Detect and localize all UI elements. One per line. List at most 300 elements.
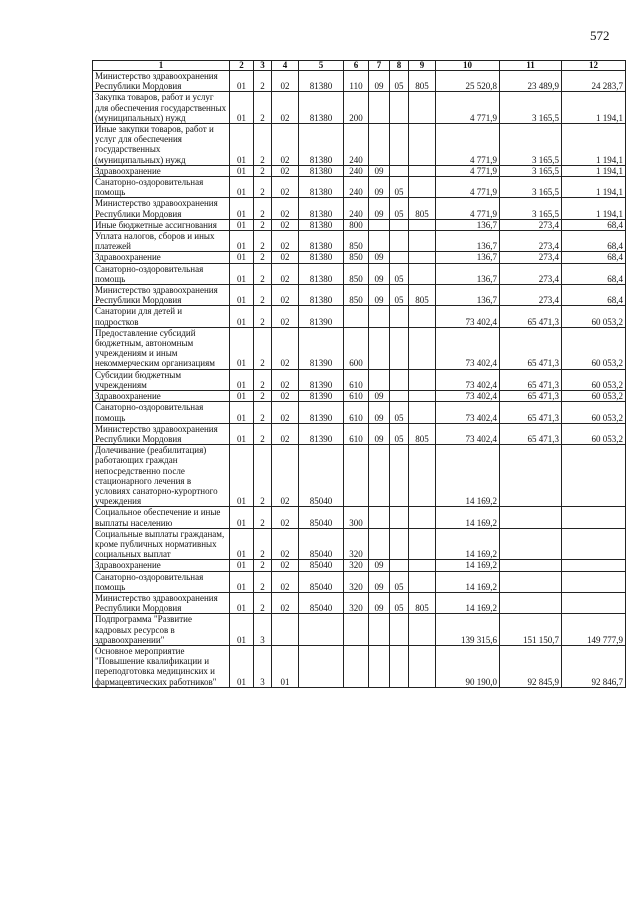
amount-year-1-cell: 14 169,2 <box>436 507 500 528</box>
column-header: 1 <box>93 61 230 71</box>
code-direction-cell: 85040 <box>299 560 344 571</box>
code-subsection-cell <box>390 391 409 402</box>
code-program-cell: 01 <box>230 124 254 166</box>
code-direction-cell: 81390 <box>299 391 344 402</box>
amount-year-1-cell: 73 402,4 <box>436 391 500 402</box>
amount-year-3-cell: 1 194,1 <box>562 165 626 176</box>
code-expense-type-cell: 850 <box>344 263 369 284</box>
item-name-cell: Основное мероприятие "Повышение квалификации и переподготовка медицинских и фармацевтических работников" <box>93 645 230 687</box>
code-program-cell: 01 <box>230 571 254 592</box>
code-ministry-cell <box>409 560 436 571</box>
amount-year-2-cell: 3 165,5 <box>500 92 562 124</box>
column-header: 8 <box>390 61 409 71</box>
code-ministry-cell: 805 <box>409 198 436 219</box>
table-body <box>93 71 626 688</box>
amount-year-2-cell <box>500 560 562 571</box>
amount-year-2-cell: 65 471,3 <box>500 402 562 423</box>
amount-year-2-cell <box>500 507 562 528</box>
table-row <box>93 445 626 507</box>
amount-year-3-cell: 1 194,1 <box>562 124 626 166</box>
code-section-cell <box>369 645 390 687</box>
column-header: 6 <box>344 61 369 71</box>
column-header: 11 <box>500 61 562 71</box>
amount-year-1-cell: 136,7 <box>436 231 500 252</box>
code-subprogram-cell: 2 <box>254 165 272 176</box>
column-header: 7 <box>369 61 390 71</box>
code-subprogram-cell: 2 <box>254 560 272 571</box>
code-ministry-cell <box>409 165 436 176</box>
code-subprogram-cell: 2 <box>254 92 272 124</box>
item-name-cell: Закупка товаров, работ и услуг для обеспечения государственных (муниципальных) нужд <box>93 92 230 124</box>
code-direction-cell: 81380 <box>299 263 344 284</box>
code-program-cell: 01 <box>230 71 254 92</box>
code-section-cell: 09 <box>369 165 390 176</box>
code-event-cell: 02 <box>272 327 299 369</box>
code-section-cell <box>369 219 390 230</box>
amount-year-3-cell <box>562 571 626 592</box>
amount-year-3-cell: 68,4 <box>562 219 626 230</box>
code-subsection-cell <box>390 306 409 327</box>
code-subprogram-cell: 2 <box>254 219 272 230</box>
code-section-cell <box>369 614 390 646</box>
amount-year-3-cell: 68,4 <box>562 263 626 284</box>
item-name-cell: Социальные выплаты гражданам, кроме публичных нормативных социальных выплат <box>93 528 230 560</box>
code-section-cell <box>369 369 390 390</box>
code-direction-cell: 85040 <box>299 571 344 592</box>
amount-year-2-cell: 65 471,3 <box>500 423 562 444</box>
amount-year-2-cell: 65 471,3 <box>500 391 562 402</box>
code-event-cell: 02 <box>272 124 299 166</box>
item-name-cell: Министерство здравоохранения Республики Мордовия <box>93 71 230 92</box>
code-direction-cell: 85040 <box>299 592 344 613</box>
code-subprogram-cell: 2 <box>254 198 272 219</box>
code-ministry-cell <box>409 507 436 528</box>
code-event-cell: 02 <box>272 391 299 402</box>
amount-year-3-cell: 60 053,2 <box>562 369 626 390</box>
code-subprogram-cell: 2 <box>254 402 272 423</box>
code-program-cell: 01 <box>230 528 254 560</box>
code-subprogram-cell: 2 <box>254 327 272 369</box>
amount-year-3-cell <box>562 592 626 613</box>
item-name-cell: Министерство здравоохранения Республики Мордовия <box>93 592 230 613</box>
code-ministry-cell: 805 <box>409 592 436 613</box>
table-row <box>93 198 626 219</box>
code-subprogram-cell: 2 <box>254 306 272 327</box>
amount-year-2-cell: 273,4 <box>500 252 562 263</box>
amount-year-2-cell: 273,4 <box>500 263 562 284</box>
item-name-cell: Предоставление субсидий бюджетным, автономным учреждениям и иным некоммерческим организациям <box>93 327 230 369</box>
table-row <box>93 571 626 592</box>
column-header: 4 <box>272 61 299 71</box>
code-program-cell: 01 <box>230 445 254 507</box>
code-subsection-cell <box>390 252 409 263</box>
item-name-cell: Санатории для детей и подростков <box>93 306 230 327</box>
amount-year-3-cell: 68,4 <box>562 231 626 252</box>
code-subsection-cell <box>390 369 409 390</box>
item-name-cell: Санаторно-оздоровительная помощь <box>93 571 230 592</box>
amount-year-1-cell: 4 771,9 <box>436 198 500 219</box>
item-name-cell: Долечивание (реабилитация) работающих граждан непосредственно после стационарного лечения в условиях санаторно-курортного учреждения <box>93 445 230 507</box>
code-section-cell <box>369 231 390 252</box>
code-subprogram-cell: 2 <box>254 507 272 528</box>
code-event-cell: 02 <box>272 528 299 560</box>
code-expense-type-cell: 240 <box>344 124 369 166</box>
code-ministry-cell <box>409 445 436 507</box>
code-ministry-cell <box>409 528 436 560</box>
code-subprogram-cell: 2 <box>254 592 272 613</box>
code-expense-type-cell: 300 <box>344 507 369 528</box>
table-row <box>93 369 626 390</box>
code-subsection-cell <box>390 231 409 252</box>
code-event-cell: 02 <box>272 252 299 263</box>
code-subsection-cell <box>390 124 409 166</box>
table-row <box>93 423 626 444</box>
code-direction-cell <box>299 645 344 687</box>
code-direction-cell: 81380 <box>299 219 344 230</box>
amount-year-1-cell: 14 169,2 <box>436 571 500 592</box>
code-direction-cell: 85040 <box>299 445 344 507</box>
code-section-cell <box>369 124 390 166</box>
code-section-cell: 09 <box>369 263 390 284</box>
code-ministry-cell: 805 <box>409 423 436 444</box>
amount-year-1-cell: 136,7 <box>436 263 500 284</box>
code-direction-cell: 81380 <box>299 92 344 124</box>
code-program-cell: 01 <box>230 369 254 390</box>
code-section-cell: 09 <box>369 391 390 402</box>
amount-year-1-cell: 139 315,6 <box>436 614 500 646</box>
table-row <box>93 92 626 124</box>
amount-year-1-cell: 14 169,2 <box>436 560 500 571</box>
code-subsection-cell: 05 <box>390 402 409 423</box>
amount-year-3-cell: 149 777,9 <box>562 614 626 646</box>
amount-year-1-cell: 90 190,0 <box>436 645 500 687</box>
amount-year-1-cell: 25 520,8 <box>436 71 500 92</box>
item-name-cell: Здравоохранение <box>93 165 230 176</box>
amount-year-2-cell: 273,4 <box>500 285 562 306</box>
amount-year-2-cell: 92 845,9 <box>500 645 562 687</box>
code-subprogram-cell: 2 <box>254 571 272 592</box>
code-ministry-cell <box>409 124 436 166</box>
code-expense-type-cell: 320 <box>344 571 369 592</box>
column-header: 12 <box>562 61 626 71</box>
code-subsection-cell <box>390 507 409 528</box>
item-name-cell: Санаторно-оздоровительная помощь <box>93 263 230 284</box>
code-section-cell <box>369 92 390 124</box>
code-direction-cell: 81380 <box>299 177 344 198</box>
code-ministry-cell <box>409 252 436 263</box>
amount-year-2-cell: 65 471,3 <box>500 327 562 369</box>
item-name-cell: Министерство здравоохранения Республики Мордовия <box>93 423 230 444</box>
code-event-cell: 02 <box>272 571 299 592</box>
code-ministry-cell <box>409 369 436 390</box>
code-program-cell: 01 <box>230 423 254 444</box>
code-program-cell: 01 <box>230 560 254 571</box>
code-section-cell: 09 <box>369 560 390 571</box>
code-expense-type-cell: 600 <box>344 327 369 369</box>
table-row <box>93 285 626 306</box>
code-section-cell <box>369 507 390 528</box>
amount-year-2-cell <box>500 445 562 507</box>
code-ministry-cell <box>409 645 436 687</box>
code-ministry-cell: 805 <box>409 71 436 92</box>
code-section-cell <box>369 306 390 327</box>
code-ministry-cell: 805 <box>409 285 436 306</box>
code-expense-type-cell: 320 <box>344 592 369 613</box>
code-section-cell <box>369 327 390 369</box>
amount-year-3-cell <box>562 445 626 507</box>
code-ministry-cell <box>409 177 436 198</box>
table-row <box>93 391 626 402</box>
code-event-cell: 02 <box>272 263 299 284</box>
amount-year-1-cell: 14 169,2 <box>436 445 500 507</box>
code-expense-type-cell: 240 <box>344 198 369 219</box>
amount-year-2-cell: 3 165,5 <box>500 198 562 219</box>
table-row <box>93 263 626 284</box>
code-event-cell: 02 <box>272 92 299 124</box>
code-program-cell: 01 <box>230 391 254 402</box>
amount-year-2-cell: 3 165,5 <box>500 177 562 198</box>
item-name-cell: Санаторно-оздоровительная помощь <box>93 402 230 423</box>
amount-year-3-cell: 68,4 <box>562 252 626 263</box>
code-subprogram-cell: 2 <box>254 285 272 306</box>
code-direction-cell: 85040 <box>299 507 344 528</box>
code-program-cell: 01 <box>230 252 254 263</box>
code-section-cell: 09 <box>369 285 390 306</box>
item-name-cell: Здравоохранение <box>93 560 230 571</box>
code-ministry-cell <box>409 231 436 252</box>
code-subprogram-cell: 3 <box>254 614 272 646</box>
column-header: 9 <box>409 61 436 71</box>
code-expense-type-cell: 320 <box>344 560 369 571</box>
table-row <box>93 306 626 327</box>
amount-year-3-cell: 60 053,2 <box>562 327 626 369</box>
code-expense-type-cell: 110 <box>344 71 369 92</box>
code-subprogram-cell: 2 <box>254 252 272 263</box>
code-program-cell: 01 <box>230 219 254 230</box>
code-ministry-cell <box>409 263 436 284</box>
table-row <box>93 71 626 92</box>
code-event-cell: 02 <box>272 507 299 528</box>
amount-year-1-cell: 4 771,9 <box>436 165 500 176</box>
table-row <box>93 231 626 252</box>
code-event-cell: 02 <box>272 306 299 327</box>
code-subprogram-cell: 3 <box>254 645 272 687</box>
amount-year-3-cell: 24 283,7 <box>562 71 626 92</box>
code-expense-type-cell: 320 <box>344 528 369 560</box>
code-direction-cell: 81380 <box>299 252 344 263</box>
item-name-cell: Иные бюджетные ассигнования <box>93 219 230 230</box>
code-program-cell: 01 <box>230 592 254 613</box>
code-subsection-cell: 05 <box>390 198 409 219</box>
code-subsection-cell <box>390 614 409 646</box>
code-ministry-cell <box>409 306 436 327</box>
code-program-cell: 01 <box>230 327 254 369</box>
code-direction-cell: 81390 <box>299 306 344 327</box>
code-subsection-cell <box>390 445 409 507</box>
code-section-cell: 09 <box>369 177 390 198</box>
code-event-cell: 02 <box>272 445 299 507</box>
item-name-cell: Здравоохранение <box>93 252 230 263</box>
page-number: 572 <box>590 28 610 43</box>
code-subsection-cell: 05 <box>390 177 409 198</box>
amount-year-2-cell: 65 471,3 <box>500 306 562 327</box>
code-subprogram-cell: 2 <box>254 263 272 284</box>
code-subsection-cell <box>390 327 409 369</box>
code-direction-cell: 81380 <box>299 231 344 252</box>
amount-year-3-cell: 60 053,2 <box>562 391 626 402</box>
amount-year-1-cell: 14 169,2 <box>436 592 500 613</box>
code-subprogram-cell: 2 <box>254 528 272 560</box>
code-program-cell: 01 <box>230 402 254 423</box>
code-expense-type-cell: 850 <box>344 285 369 306</box>
code-direction-cell: 81380 <box>299 285 344 306</box>
code-direction-cell: 81380 <box>299 124 344 166</box>
code-event-cell: 01 <box>272 645 299 687</box>
amount-year-3-cell: 1 194,1 <box>562 92 626 124</box>
table-row <box>93 402 626 423</box>
amount-year-2-cell: 65 471,3 <box>500 369 562 390</box>
code-program-cell: 01 <box>230 92 254 124</box>
code-event-cell: 02 <box>272 165 299 176</box>
code-ministry-cell <box>409 92 436 124</box>
amount-year-1-cell: 136,7 <box>436 285 500 306</box>
code-event-cell: 02 <box>272 423 299 444</box>
amount-year-1-cell: 4 771,9 <box>436 177 500 198</box>
code-direction-cell: 85040 <box>299 528 344 560</box>
amount-year-3-cell <box>562 560 626 571</box>
code-expense-type-cell <box>344 445 369 507</box>
code-ministry-cell <box>409 219 436 230</box>
table-row <box>93 528 626 560</box>
code-expense-type-cell: 850 <box>344 231 369 252</box>
amount-year-3-cell: 60 053,2 <box>562 306 626 327</box>
amount-year-3-cell: 92 846,7 <box>562 645 626 687</box>
code-expense-type-cell: 850 <box>344 252 369 263</box>
code-ministry-cell <box>409 391 436 402</box>
amount-year-3-cell <box>562 507 626 528</box>
table-row <box>93 645 626 687</box>
table-row <box>93 165 626 176</box>
amount-year-1-cell: 4 771,9 <box>436 92 500 124</box>
code-program-cell: 01 <box>230 645 254 687</box>
code-expense-type-cell: 240 <box>344 165 369 176</box>
amount-year-1-cell: 136,7 <box>436 219 500 230</box>
code-section-cell: 09 <box>369 592 390 613</box>
amount-year-2-cell: 23 489,9 <box>500 71 562 92</box>
column-header: 10 <box>436 61 500 71</box>
amount-year-3-cell: 68,4 <box>562 285 626 306</box>
amount-year-2-cell: 273,4 <box>500 219 562 230</box>
code-direction-cell: 81390 <box>299 402 344 423</box>
code-subprogram-cell: 2 <box>254 369 272 390</box>
budget-table <box>92 60 626 688</box>
code-subsection-cell <box>390 560 409 571</box>
item-name-cell: Иные закупки товаров, работ и услуг для обеспечения государственных (муниципальных) нужд <box>93 124 230 166</box>
table-row <box>93 327 626 369</box>
code-section-cell: 09 <box>369 198 390 219</box>
table-row <box>93 614 626 646</box>
amount-year-1-cell: 4 771,9 <box>436 124 500 166</box>
table-row <box>93 124 626 166</box>
code-program-cell: 01 <box>230 285 254 306</box>
amount-year-3-cell: 60 053,2 <box>562 423 626 444</box>
code-program-cell: 01 <box>230 306 254 327</box>
amount-year-2-cell: 3 165,5 <box>500 165 562 176</box>
code-subsection-cell <box>390 92 409 124</box>
code-expense-type-cell: 800 <box>344 219 369 230</box>
code-subsection-cell: 05 <box>390 263 409 284</box>
code-subsection-cell: 05 <box>390 71 409 92</box>
amount-year-3-cell: 1 194,1 <box>562 198 626 219</box>
code-program-cell: 01 <box>230 507 254 528</box>
code-expense-type-cell: 610 <box>344 423 369 444</box>
code-subsection-cell <box>390 645 409 687</box>
code-section-cell: 09 <box>369 252 390 263</box>
amount-year-2-cell <box>500 592 562 613</box>
item-name-cell: Санаторно-оздоровительная помощь <box>93 177 230 198</box>
code-expense-type-cell <box>344 306 369 327</box>
column-header: 5 <box>299 61 344 71</box>
code-subsection-cell: 05 <box>390 423 409 444</box>
code-program-cell: 01 <box>230 231 254 252</box>
code-program-cell: 01 <box>230 198 254 219</box>
item-name-cell: Уплата налогов, сборов и иных платежей <box>93 231 230 252</box>
code-ministry-cell <box>409 614 436 646</box>
code-program-cell: 01 <box>230 263 254 284</box>
amount-year-2-cell: 273,4 <box>500 231 562 252</box>
code-direction-cell <box>299 614 344 646</box>
code-event-cell: 02 <box>272 592 299 613</box>
amount-year-1-cell: 73 402,4 <box>436 369 500 390</box>
code-event-cell: 02 <box>272 219 299 230</box>
code-program-cell: 01 <box>230 614 254 646</box>
code-expense-type-cell: 240 <box>344 177 369 198</box>
code-expense-type-cell: 610 <box>344 402 369 423</box>
item-name-cell: Министерство здравоохранения Республики Мордовия <box>93 285 230 306</box>
amount-year-1-cell: 14 169,2 <box>436 528 500 560</box>
code-subsection-cell <box>390 219 409 230</box>
code-subprogram-cell: 2 <box>254 124 272 166</box>
item-name-cell: Социальное обеспечение и иные выплаты населению <box>93 507 230 528</box>
code-subprogram-cell: 2 <box>254 71 272 92</box>
code-direction-cell: 81380 <box>299 198 344 219</box>
code-subprogram-cell: 2 <box>254 391 272 402</box>
code-ministry-cell <box>409 571 436 592</box>
item-name-cell: Здравоохранение <box>93 391 230 402</box>
code-event-cell: 02 <box>272 402 299 423</box>
amount-year-2-cell: 151 150,7 <box>500 614 562 646</box>
code-expense-type-cell: 610 <box>344 369 369 390</box>
code-event-cell: 02 <box>272 560 299 571</box>
amount-year-1-cell: 73 402,4 <box>436 402 500 423</box>
table-row <box>93 177 626 198</box>
code-event-cell: 02 <box>272 231 299 252</box>
code-direction-cell: 81390 <box>299 369 344 390</box>
code-event-cell <box>272 614 299 646</box>
code-program-cell: 01 <box>230 165 254 176</box>
table-row <box>93 219 626 230</box>
column-header: 2 <box>230 61 254 71</box>
code-section-cell: 09 <box>369 402 390 423</box>
code-section-cell: 09 <box>369 571 390 592</box>
code-ministry-cell <box>409 402 436 423</box>
amount-year-3-cell: 60 053,2 <box>562 402 626 423</box>
table-row <box>93 252 626 263</box>
code-subprogram-cell: 2 <box>254 445 272 507</box>
amount-year-1-cell: 73 402,4 <box>436 306 500 327</box>
amount-year-3-cell <box>562 528 626 560</box>
amount-year-3-cell: 1 194,1 <box>562 177 626 198</box>
